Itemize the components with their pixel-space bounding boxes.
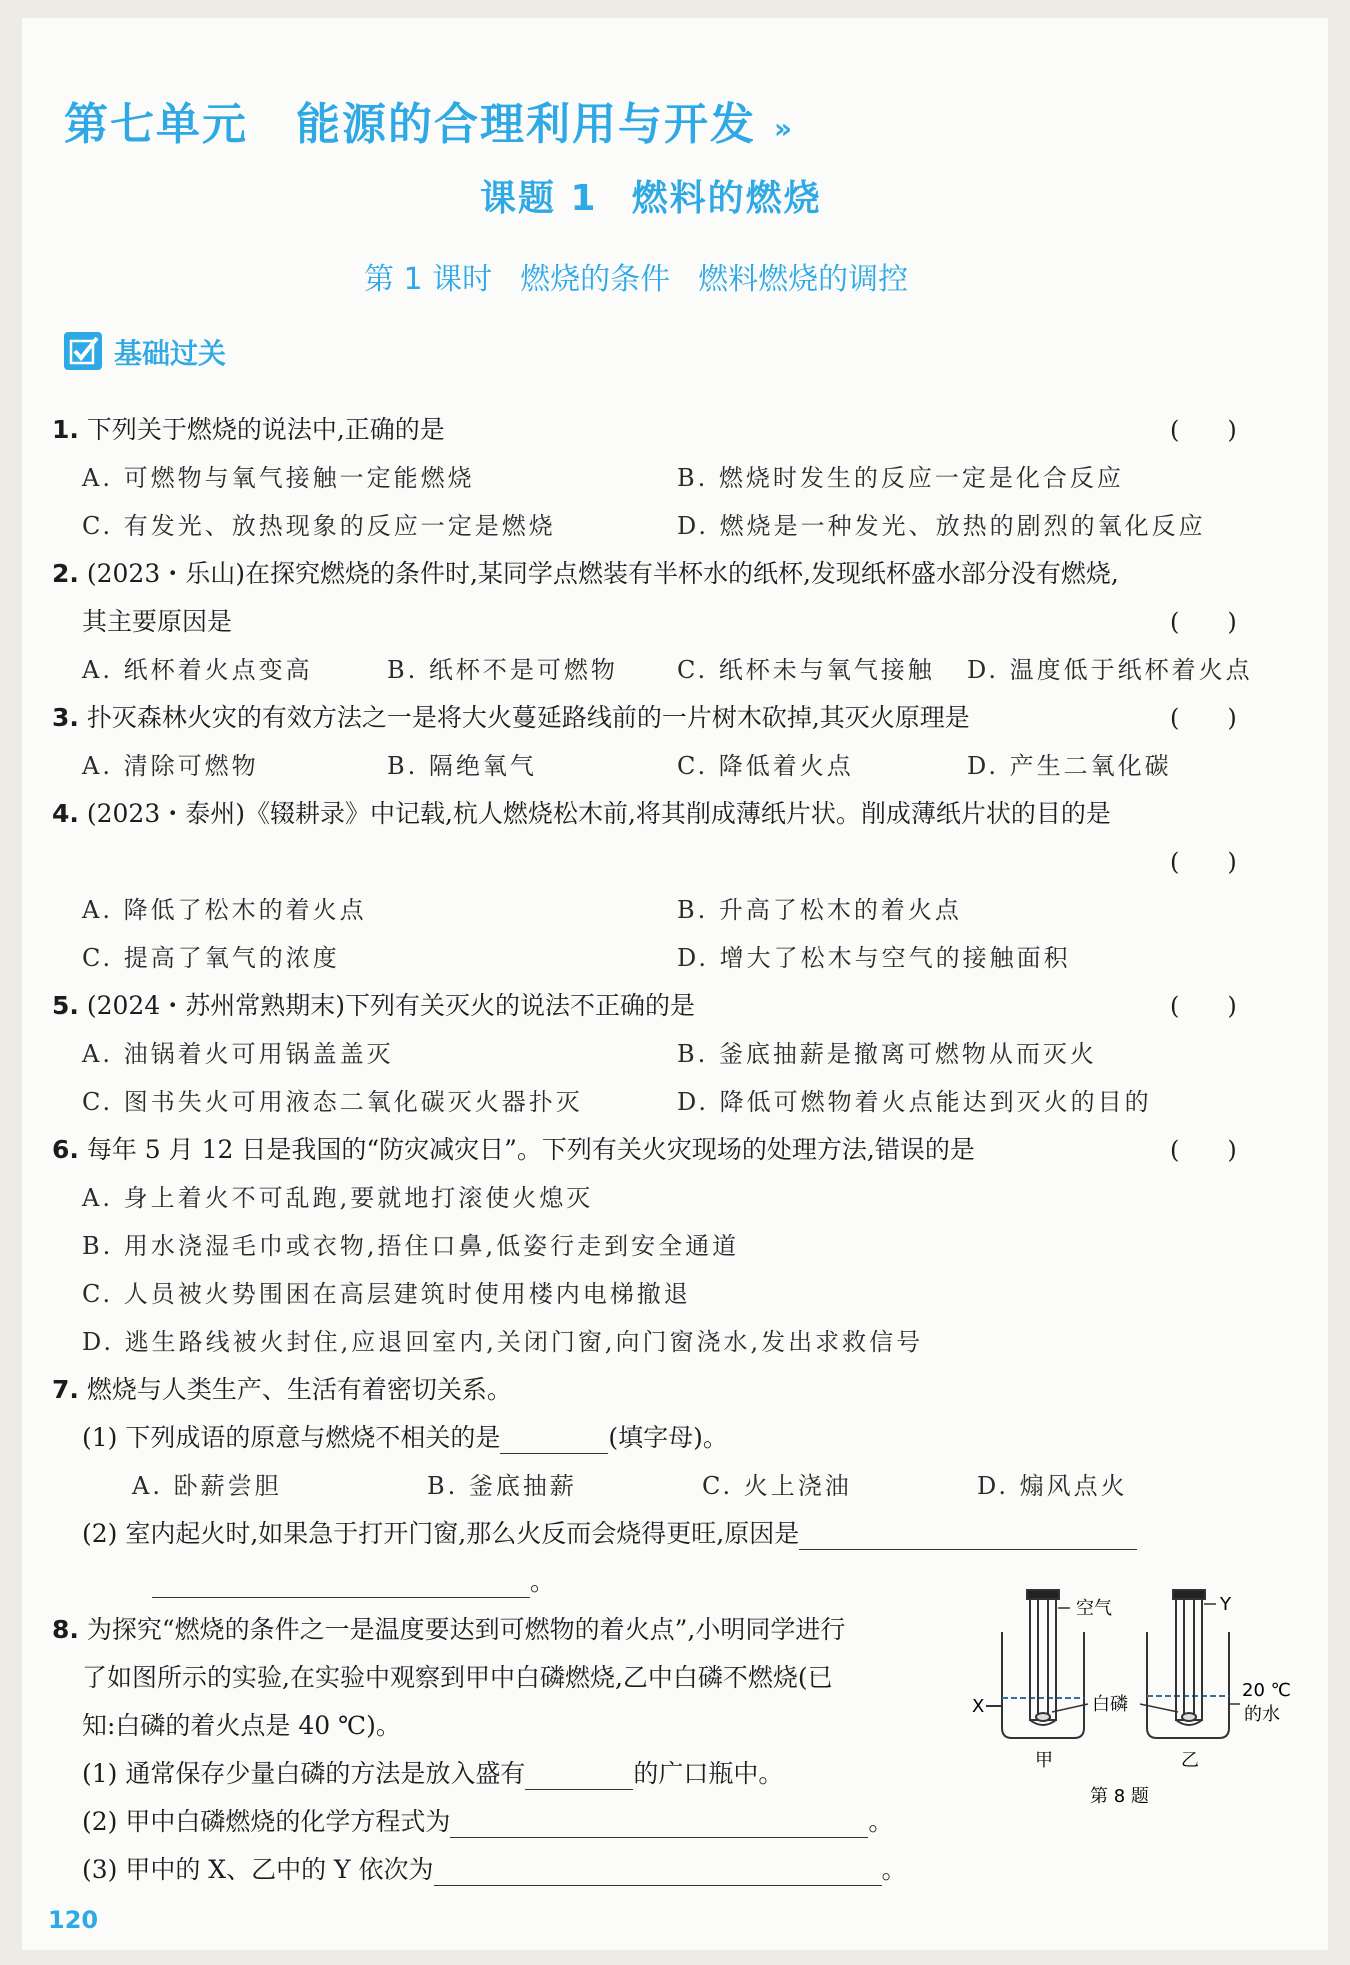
question-text: 下列关于燃烧的说法中,正确的是 [86,415,445,444]
beaker-jia [986,1590,1084,1738]
part-text-end: 。 [881,1855,907,1884]
question-text: 扑灭森林火灾的有效方法之一是将大火蔓延路线前的一片树木砍掉,其灭火原理是 [86,703,970,732]
page [22,18,1328,1950]
label-air: 空气 [1076,1598,1112,1619]
answer-blank[interactable] [799,1527,1137,1550]
page-number: 120 [48,1906,99,1934]
lesson-title: 燃料的燃烧 [631,178,822,219]
q2-option-d: D. 温度低于纸杯着火点 [967,656,1253,684]
figure-caption: 第 8 题 [1090,1786,1149,1807]
q4-option-a: A. 降低了松木的着火点 [82,896,367,924]
question-number: 8. [52,1615,79,1644]
question-text: 燃烧与人类生产、生活有着密切关系。 [86,1375,512,1404]
question-number: 6. [52,1135,79,1164]
q7-part-1 [82,1418,728,1454]
answer-blank[interactable] [525,1767,633,1790]
q7-option-c: C. 火上浇油 [702,1472,852,1500]
experiment-figure [972,1580,1302,1810]
answer-blank[interactable] [152,1575,530,1598]
question-8-line-2: 了如图所示的实验,在实验中观察到甲中白磷燃烧,乙中白磷不燃烧(已 [82,1663,833,1692]
part-text: (2) 甲中白磷燃烧的化学方程式为 [82,1807,451,1836]
question-number: 5. [52,991,79,1020]
question-5-stem [52,986,695,1022]
q7-option-d: D. 煽风点火 [977,1472,1128,1500]
q8-part-1 [82,1754,783,1790]
q7-option-b: B. 釜底抽薪 [427,1472,577,1500]
question-number: 7. [52,1375,79,1404]
label-x: X [972,1696,985,1717]
question-7-stem [52,1370,512,1406]
question-number: 4. [52,799,79,828]
answer-paren: ( ) [1170,992,1237,1020]
question-1-stem [52,410,445,446]
question-8-line-3: 知:白磷的着火点是 40 ℃)。 [82,1711,401,1740]
question-4-stem [52,794,1111,830]
checkbox-icon [64,332,102,370]
answer-blank[interactable] [450,1815,868,1838]
part-text: (2) 室内起火时,如果急于打开门窗,那么火反而会烧得更旺,原因是 [82,1519,800,1548]
q6-option-c: C. 人员被火势围困在高层建筑时使用楼内电梯撤退 [82,1280,691,1308]
q4-option-d: D. 增大了松木与空气的接触面积 [677,944,1071,972]
answer-paren: ( ) [1170,608,1237,636]
q3-option-a: A. 清除可燃物 [82,752,259,780]
q7-part-2 [82,1514,1137,1550]
q3-option-c: C. 降低着火点 [677,752,854,780]
unit-number: 第七单元 [64,99,248,150]
q6-option-d: D. 逃生路线被火封住,应退回室内,关闭门窗,向门窗浇水,发出求救信号 [82,1328,924,1356]
beaker-yi [1147,1590,1229,1738]
part-text-end: 的广口瓶中。 [633,1759,784,1788]
answer-blank[interactable] [500,1431,608,1454]
label-temperature: 20 ℃ [1242,1680,1291,1701]
q2-option-c: C. 纸杯未与氧气接触 [677,656,935,684]
q5-option-d: D. 降低可燃物着火点能达到灭火的目的 [677,1088,1152,1116]
section-title: 基础过关 [114,337,227,370]
question-text: (2023・泰州)《辍耕录》中记载,杭人燃烧松木前,将其削成薄纸片状。削成薄纸片状的目的是 [86,799,1111,828]
question-3-stem [52,698,970,734]
q7-part-2-cont [152,1562,555,1598]
question-number: 1. [52,415,79,444]
answer-paren: ( ) [1170,1136,1237,1164]
label-jia: 甲 [1035,1750,1053,1771]
question-6-stem [52,1130,975,1166]
q3-option-d: D. 产生二氧化碳 [967,752,1172,780]
answer-blank[interactable] [434,1863,882,1886]
q6-option-b: B. 用水浇湿毛巾或衣物,捂住口鼻,低姿行走到安全通道 [82,1232,740,1260]
q1-option-a: A. 可燃物与氧气接触一定能燃烧 [82,464,475,492]
part-text: (3) 甲中的 X、乙中的 Y 依次为 [82,1855,434,1884]
lesson-number: 课题 1 [480,178,598,219]
answer-paren: ( ) [1170,848,1237,876]
q5-option-b: B. 釜底抽薪是撤离可燃物从而灭火 [677,1040,1097,1068]
period-number: 第 1 课时 [364,262,493,297]
question-text: (2023・乐山)在探究燃烧的条件时,某同学点燃装有半杯水的纸杯,发现纸杯盛水部分没有燃烧, [86,559,1119,588]
q7-option-a: A. 卧薪尝胆 [132,1472,282,1500]
q8-part-2 [82,1802,893,1838]
q1-option-c: C. 有发光、放热现象的反应一定是燃烧 [82,512,556,540]
part-text-end: (填字母)。 [608,1423,728,1452]
question-2-stem-cont: 其主要原因是 [82,607,233,636]
q8-part-3 [82,1850,907,1886]
q6-option-a: A. 身上着火不可乱跑,要就地打滚使火熄灭 [82,1184,594,1212]
part-text: (1) 通常保存少量白磷的方法是放入盛有 [82,1759,526,1788]
label-water: 的水 [1244,1704,1280,1725]
chevron-icon: » [774,112,787,145]
q3-option-b: B. 隔绝氧气 [387,752,537,780]
answer-paren: ( ) [1170,416,1237,444]
question-2-stem [52,554,1119,590]
question-number: 3. [52,703,79,732]
unit-title: 能源的合理利用与开发 [296,99,756,150]
question-number: 2. [52,559,79,588]
q4-option-c: C. 提高了氧气的浓度 [82,944,340,972]
period-topic-1: 燃烧的条件 [520,262,671,297]
question-8-stem [52,1610,845,1646]
part-text-end: 。 [530,1567,556,1596]
period-heading [364,254,908,298]
question-text: 为探究“燃烧的条件之一是温度要达到可燃物的着火点”,小明同学进行 [86,1615,846,1644]
q5-option-c: C. 图书失火可用液态二氧化碳灭火器扑灭 [82,1088,583,1116]
q1-option-d: D. 燃烧是一种发光、放热的剧烈的氧化反应 [677,512,1206,540]
label-y: Y [1220,1594,1231,1615]
answer-paren: ( ) [1170,704,1237,732]
q5-option-a: A. 油锅着火可用锅盖盖灭 [82,1040,394,1068]
unit-heading [64,88,756,152]
part-text: (1) 下列成语的原意与燃烧不相关的是 [82,1423,501,1452]
q4-option-b: B. 升高了松木的着火点 [677,896,962,924]
q2-option-b: B. 纸杯不是可燃物 [387,656,618,684]
q1-option-b: B. 燃烧时发生的反应一定是化合反应 [677,464,1124,492]
period-topic-2: 燃料燃烧的调控 [698,262,909,297]
label-yi: 乙 [1181,1750,1199,1771]
part-text-end: 。 [868,1807,894,1836]
label-phosphorus: 白磷 [1092,1694,1128,1715]
q2-option-a: A. 纸杯着火点变高 [82,656,313,684]
lesson-heading [480,170,822,221]
question-text: 每年 5 月 12 日是我国的“防灾减灾日”。下列有关火灾现场的处理方法,错误的是 [86,1135,975,1164]
question-text: (2024・苏州常熟期末)下列有关灭火的说法不正确的是 [86,991,695,1020]
